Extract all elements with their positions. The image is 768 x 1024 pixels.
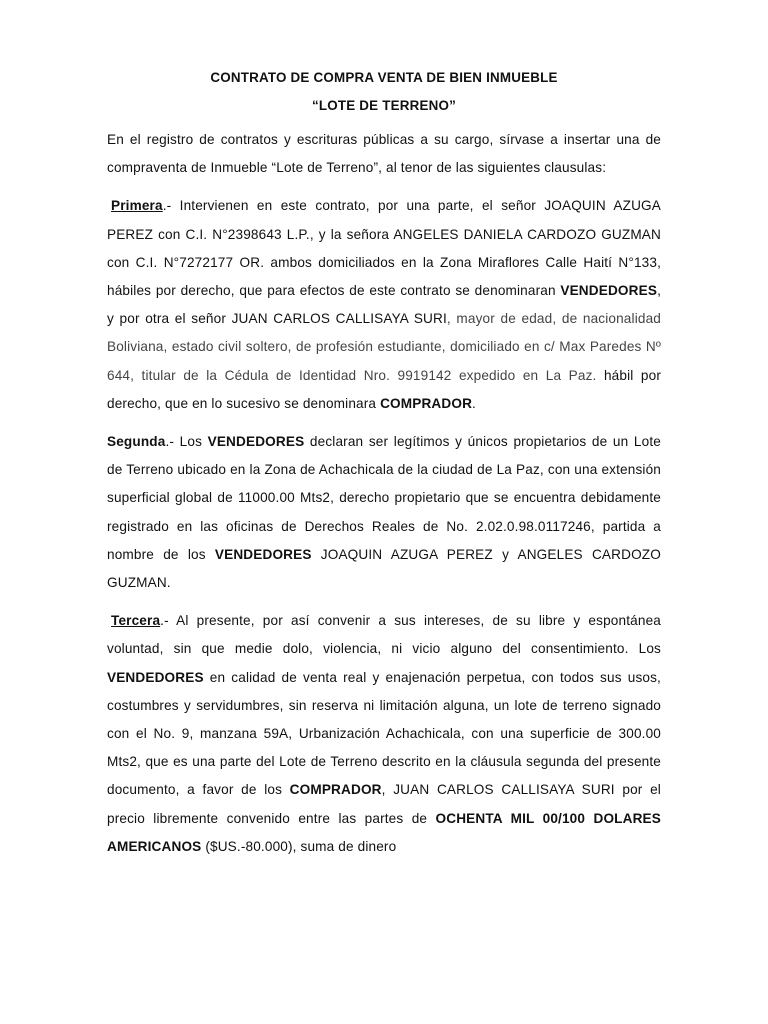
clause-primera-heading: Primera (111, 198, 163, 214)
clause-segunda (107, 428, 661, 597)
clause-segunda-text-1: .- Los (165, 434, 208, 450)
intro-text: En el registro de contratos y escrituras públicas a su cargo, sírvase a insertar una de compraventa de Inmueble “Lote de Terreno”, al tenor de las siguientes clausulas: (107, 132, 661, 176)
intro-paragraph (107, 126, 661, 182)
clause-segunda-vendedores-2: VENDEDORES (214, 546, 312, 562)
clause-primera-text-2: , y por otra el señor JUAN CARLOS CALLISAYA SURI (107, 283, 661, 327)
clause-tercera-heading: Tercera (111, 613, 161, 629)
clause-tercera-comprador: COMPRADOR (289, 782, 382, 798)
clause-tercera (107, 607, 661, 861)
clause-segunda-heading: Segunda (107, 434, 166, 450)
clause-primera-text-3: , mayor de edad, de nacionalidad Boliviana, estado civil soltero, de profesión estudiante, domiciliado en c/ Max Paredes Nº 644, titular de la Cédula de Identidad Nro. 9919142 expedido en La Paz. (107, 311, 661, 383)
document-subtitle: “LOTE DE TERRENO” (311, 98, 456, 113)
clause-segunda-text-3: JOAQUIN AZUGA PEREZ y ANGELES CARDOZO GUZMAN. (107, 546, 661, 591)
clause-tercera-text-1: .- Al presente, por así convenir a sus intereses, de su libre y espontánea voluntad, sin que medie dolo, violencia, ni vicio alguno del consentimiento. Los (107, 613, 661, 657)
clause-tercera-text-2: en calidad de venta real y enajenación perpetua, con todos sus usos, costumbres y servidumbres, sin reserva ni limitación alguna, un lote de terreno signado con el No. 9, manzana 59A, Urbanización Achachicala, con una superficie de 300.00 Mts2, que es una parte del Lote de Terreno descrito en la cláusula segunda del presente documento, a favor de los (107, 669, 661, 798)
clause-tercera-amount: OCHENTA MIL 00/100 DOLARES AMERICANOS (107, 810, 661, 854)
clause-primera-comprador: COMPRADOR (380, 395, 473, 411)
clause-primera-vendedores: VENDEDORES (560, 283, 658, 299)
document-title: CONTRATO DE COMPRA VENTA DE BIEN INMUEBLE (210, 70, 558, 85)
clause-primera-text-5: . (472, 395, 476, 411)
clause-primera-text-1: .- Intervienen en este contrato, por una parte, el señor JOAQUIN AZUGA PEREZ con C.I. N°2398643 L.P., y la señora ANGELES DANIELA CARDOZO GUZMAN con C.I. N°7272177 OR. ambos domiciliados en la Zona Miraflores Calle Haití N°133, hábiles por derecho, que para efectos de este contrato se denominaran (107, 198, 661, 299)
clause-segunda-text-2: declaran ser legítimos y únicos propietarios de un Lote de Terreno ubicado en la Zona de Achachicala de la ciudad de La Paz, con una extensión superficial global de 11000.00 Mts2, derecho propietario que se encuentra debidamente registrado en las oficinas de Derechos Reales de No. 2.02.0.98.0117246, partida a nombre de los (107, 434, 661, 562)
clause-segunda-vendedores-1: VENDEDORES (207, 434, 305, 450)
clause-tercera-vendedores: VENDEDORES (107, 669, 204, 685)
clause-primera (107, 192, 661, 418)
clause-tercera-text-3: , JUAN CARLOS CALLISAYA SURI por el precio libremente convenido entre las partes de (107, 782, 661, 826)
clause-tercera-text-4: ($US.-80.000), suma de dinero (201, 838, 397, 854)
clause-primera-text-4: hábil por derecho, que en lo sucesivo se denominara (107, 367, 661, 411)
